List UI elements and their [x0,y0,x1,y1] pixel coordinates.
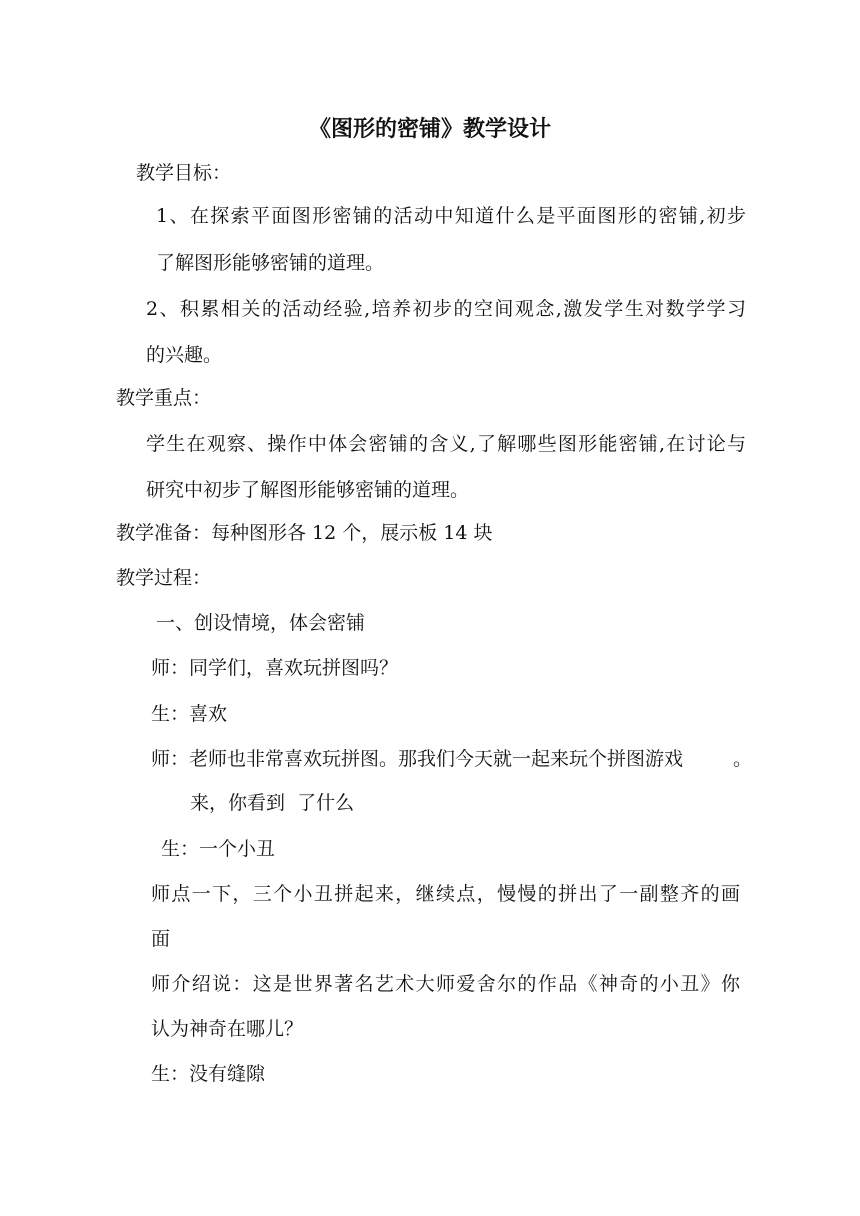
objectives-heading: 教学目标： [136,162,232,184]
dialogue-student-2: 生：一个小丑 [161,838,276,860]
preparation-line: 教学准备：每种图形各 12 个，展示板 14 块 [116,522,493,544]
dialogue-teacher-2-line1: 师：老师也非常喜欢玩拼图。那我们今天就一起来玩个拼图游戏 [151,748,684,770]
dialogue-student-3: 生：没有缝隙 [151,1063,266,1085]
objective-2-line1: 2、积累相关的活动经验,培养初步的空间观念,激发学生对数学学习 [146,298,746,320]
key-points-heading: 教学重点： [116,387,212,409]
section-1-heading: 一、创设情境，体会密铺 [156,612,366,634]
dialogue-teacher-3-line2: 面 [151,928,171,950]
objective-2-line2: 的兴趣。 [146,344,223,366]
document-title: 《图形的密铺》教学设计 [308,117,551,142]
key-points-line1: 学生在观察、操作中体会密铺的含义,了解哪些图形能密铺,在讨论与 [146,433,746,455]
objective-1-line2: 了解图形能够密铺的道理。 [156,252,385,274]
process-heading: 教学过程： [116,567,212,589]
dialogue-teacher-2-line2: 来，你看到 了什么 [190,792,355,814]
dialogue-teacher-3-line1: 师点一下，三个小丑拼起来，继续点，慢慢的拼出了一副整齐的画 [151,883,740,905]
dialogue-teacher-1: 师：同学们，喜欢玩拼图吗？ [151,657,399,679]
dialogue-teacher-4-line1: 师介绍说：这是世界著名艺术大师爱舍尔的作品《神奇的小丑》你 [151,973,740,995]
objective-1-line1: 1、在探索平面图形密铺的活动中知道什么是平面图形的密铺,初步 [156,205,746,227]
dialogue-student-1: 生：喜欢 [151,703,228,725]
dialogue-teacher-4-line2: 认为神奇在哪儿？ [151,1018,304,1040]
key-points-line2: 研究中初步了解图形能够密铺的道理。 [146,479,470,501]
dialogue-teacher-2-period: 。 [733,748,753,770]
